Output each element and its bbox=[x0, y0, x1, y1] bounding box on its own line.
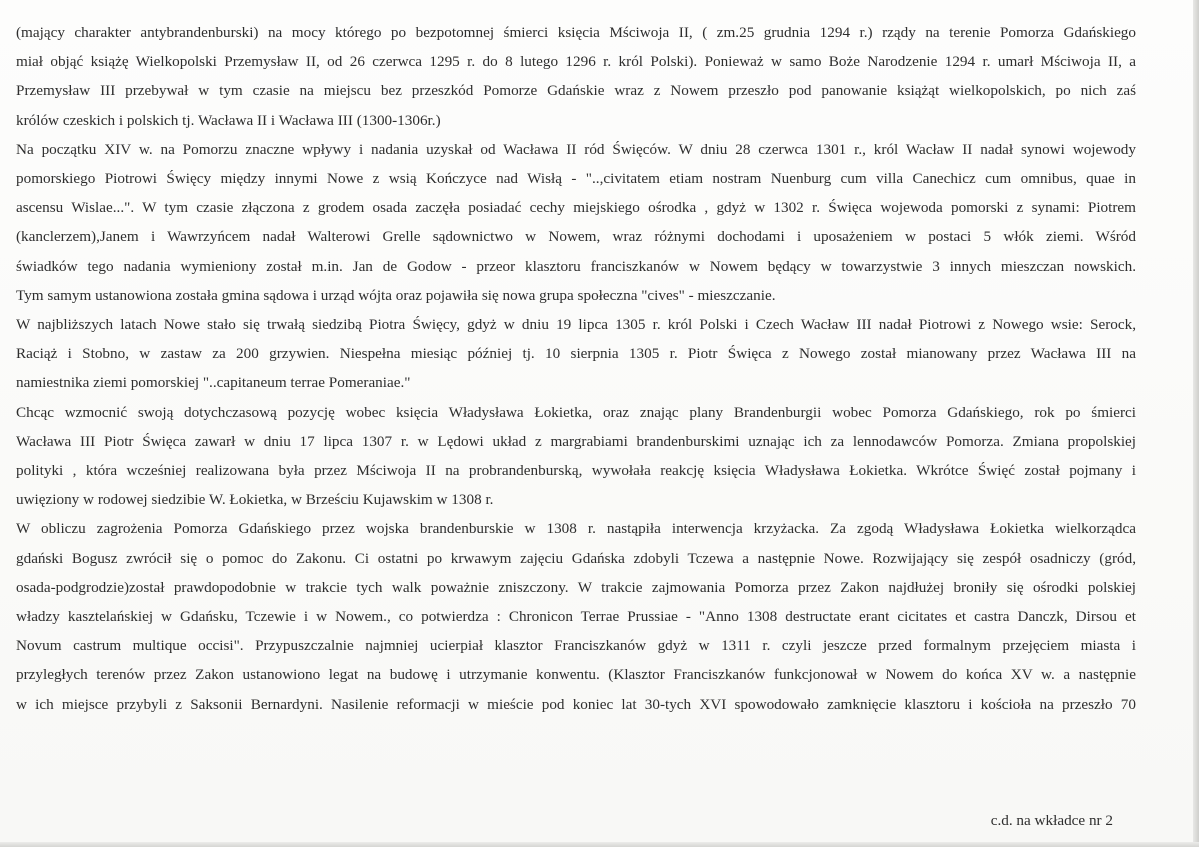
text-line: władzy kasztelańskiej w Gdańsku, Tczewie i w Nowem., co potwierdza : Chronicon Terrae Prussiae - "Anno 1308 destructate erant cicitates et castra Danczk, Dirsou et bbox=[16, 608, 1136, 626]
document-body bbox=[16, 18, 1136, 719]
text-line: namiestnika ziemi pomorskiej "..capitaneum terrae Pomeraniae." bbox=[16, 374, 411, 392]
text-line: Chcąc wzmocnić swoją dotychczasową pozycję wobec księcia Władysława Łokietka, oraz znając plany Brandenburgii wobec Pomorza Gdańskiego, rok po śmierci bbox=[16, 403, 1136, 421]
text-line: ascensu Wislae...". W tym czasie złączona z grodem osada zaczęła posiadać cechy miejskiego ośrodka , gdyż w 1302 r. Święca wojewoda pomorski z synami: Piotrem bbox=[16, 199, 1136, 217]
text-line: królów czeskich i polskich tj. Wacława II i Wacława III (1300-1306r.) bbox=[16, 111, 441, 129]
text-line: gdański Bogusz zwrócił się o pomoc do Zakonu. Ci ostatni po krwawym zajęciu Gdańska zdobyli Tczewa a następnie Nowe. Rozwijający się zespół osadniczy (gród, bbox=[16, 549, 1136, 567]
text-line: świadków tego nadania wymieniony został m.in. Jan de Godow - przeor klasztoru franciszkanów w Nowem będący w towarzystwie 3 innych mieszczan nowskich. bbox=[16, 257, 1136, 275]
text-line: polityki , która wcześniej realizowana była przez Mściwoja II na probrandenburską, wywołała reakcję księcia Władysława Łokietka. Wkrótce Święć został pojmany i bbox=[16, 462, 1136, 480]
text-line: Novum castrum multique occisi". Przypuszczalnie najmniej ucierpiał klasztor Franciszkanów gdyż w 1311 r. czyli jeszcze przed formalnym przejęciem miasta i bbox=[16, 637, 1136, 655]
page-edge-right bbox=[1193, 0, 1199, 847]
text-line: uwięziony w rodowej siedzibie W. Łokietka, w Brześciu Kujawskim w 1308 r. bbox=[16, 491, 494, 509]
text-line: pomorskiego Piotrowi Święcy między innymi Nowe z wsią Kończyce nad Wisłą - "..,civitatem etiam nostram Nuenburg cum villa Canechicz cum omnibus, quae in bbox=[16, 170, 1136, 188]
page-edge-bottom bbox=[0, 842, 1199, 847]
text-line: W obliczu zagrożenia Pomorza Gdańskiego przez wojska brandenburskie w 1308 r. nastąpiła interwencja krzyżacka. Za zgodą Władysława Łokietka wielkorządca bbox=[16, 520, 1136, 538]
text-line: Raciąż i Stobno, w zastaw za 200 grzywien. Niespełna miesiąc później tj. 10 sierpnia 1305 r. Piotr Święca z Nowego został mianowany przez Wacława III na bbox=[16, 345, 1136, 363]
text-line: Przemysław III przebywał w tym czasie na miejscu bez przeszkód Pomorze Gdańskie wraz z Nowem przeszło pod panowanie książąt wielkopolskich, po nich zaś bbox=[16, 82, 1136, 100]
continuation-note: c.d. na wkładce nr 2 bbox=[990, 812, 1113, 829]
text-line: Wacława III Piotr Święca zawarł w dniu 17 lipca 1307 r. w Lędowi układ z margrabiami brandenburskimi uznając ich za lennodawców Pomorza. Zmiana propolskiej bbox=[16, 432, 1136, 450]
text-line: (mający charakter antybrandenburski) na mocy którego po bezpotomnej śmierci księcia Mściwoja II, ( zm.25 grudnia 1294 r.) rządy na terenie Pomorza Gdańskiego bbox=[16, 24, 1136, 41]
text-line: w ich miejsce przybyli z Saksonii Bernardyni. Nasilenie reformacji w mieście pod koniec lat 30-tych XVI spowodowało zamknięcie klasztoru i kościoła na przeszło 70 bbox=[16, 695, 1136, 713]
text-line: (kanclerzem),Janem i Wawrzyńcem nadał Walterowi Grelle sądownictwo w Nowem, wraz różnymi dochodami i uposażeniem w postaci 5 włók ziemi. Wśród bbox=[16, 228, 1136, 246]
text-line: przyległych terenów przez Zakon ustanowiono legat na budowę i utrzymanie konwentu. (Klasztor Franciszkanów funkcjonował w Nowem do końca XV w. a następnie bbox=[16, 666, 1136, 684]
text-line: miał objąć książę Wielkopolski Przemysław II, od 26 czerwca 1295 r. do 8 lutego 1296 r. król Polski). Ponieważ w samo Boże Narodzenie 1294 r. umarł Mściwoja II, a bbox=[16, 53, 1136, 71]
text-line: Tym samym ustanowiona została gmina sądowa i urząd wójta oraz pojawiła się nowa grupa społeczna "cives" - mieszczanie. bbox=[16, 286, 776, 304]
text-line: osada-podgrodzie)został prawdopodobnie w trakcie tych walk poważnie zniszczony. W trakcie zajmowania Pomorza przez Zakon najdłużej broniły się ośrodki polskiej bbox=[16, 578, 1136, 596]
text-line: W najbliższych latach Nowe stało się trwałą siedzibą Piotra Święcy, gdyż w dniu 19 lipca 1305 r. król Polski i Czech Wacław III nadał Piotrowi z Nowego wsie: Serock, bbox=[16, 316, 1136, 334]
text-line: Na początku XIV w. na Pomorzu znaczne wpływy i nadania uzyskał od Wacława II ród Święców. W dniu 28 czerwca 1301 r., król Wacław II nadał synowi wojewody bbox=[16, 140, 1136, 158]
